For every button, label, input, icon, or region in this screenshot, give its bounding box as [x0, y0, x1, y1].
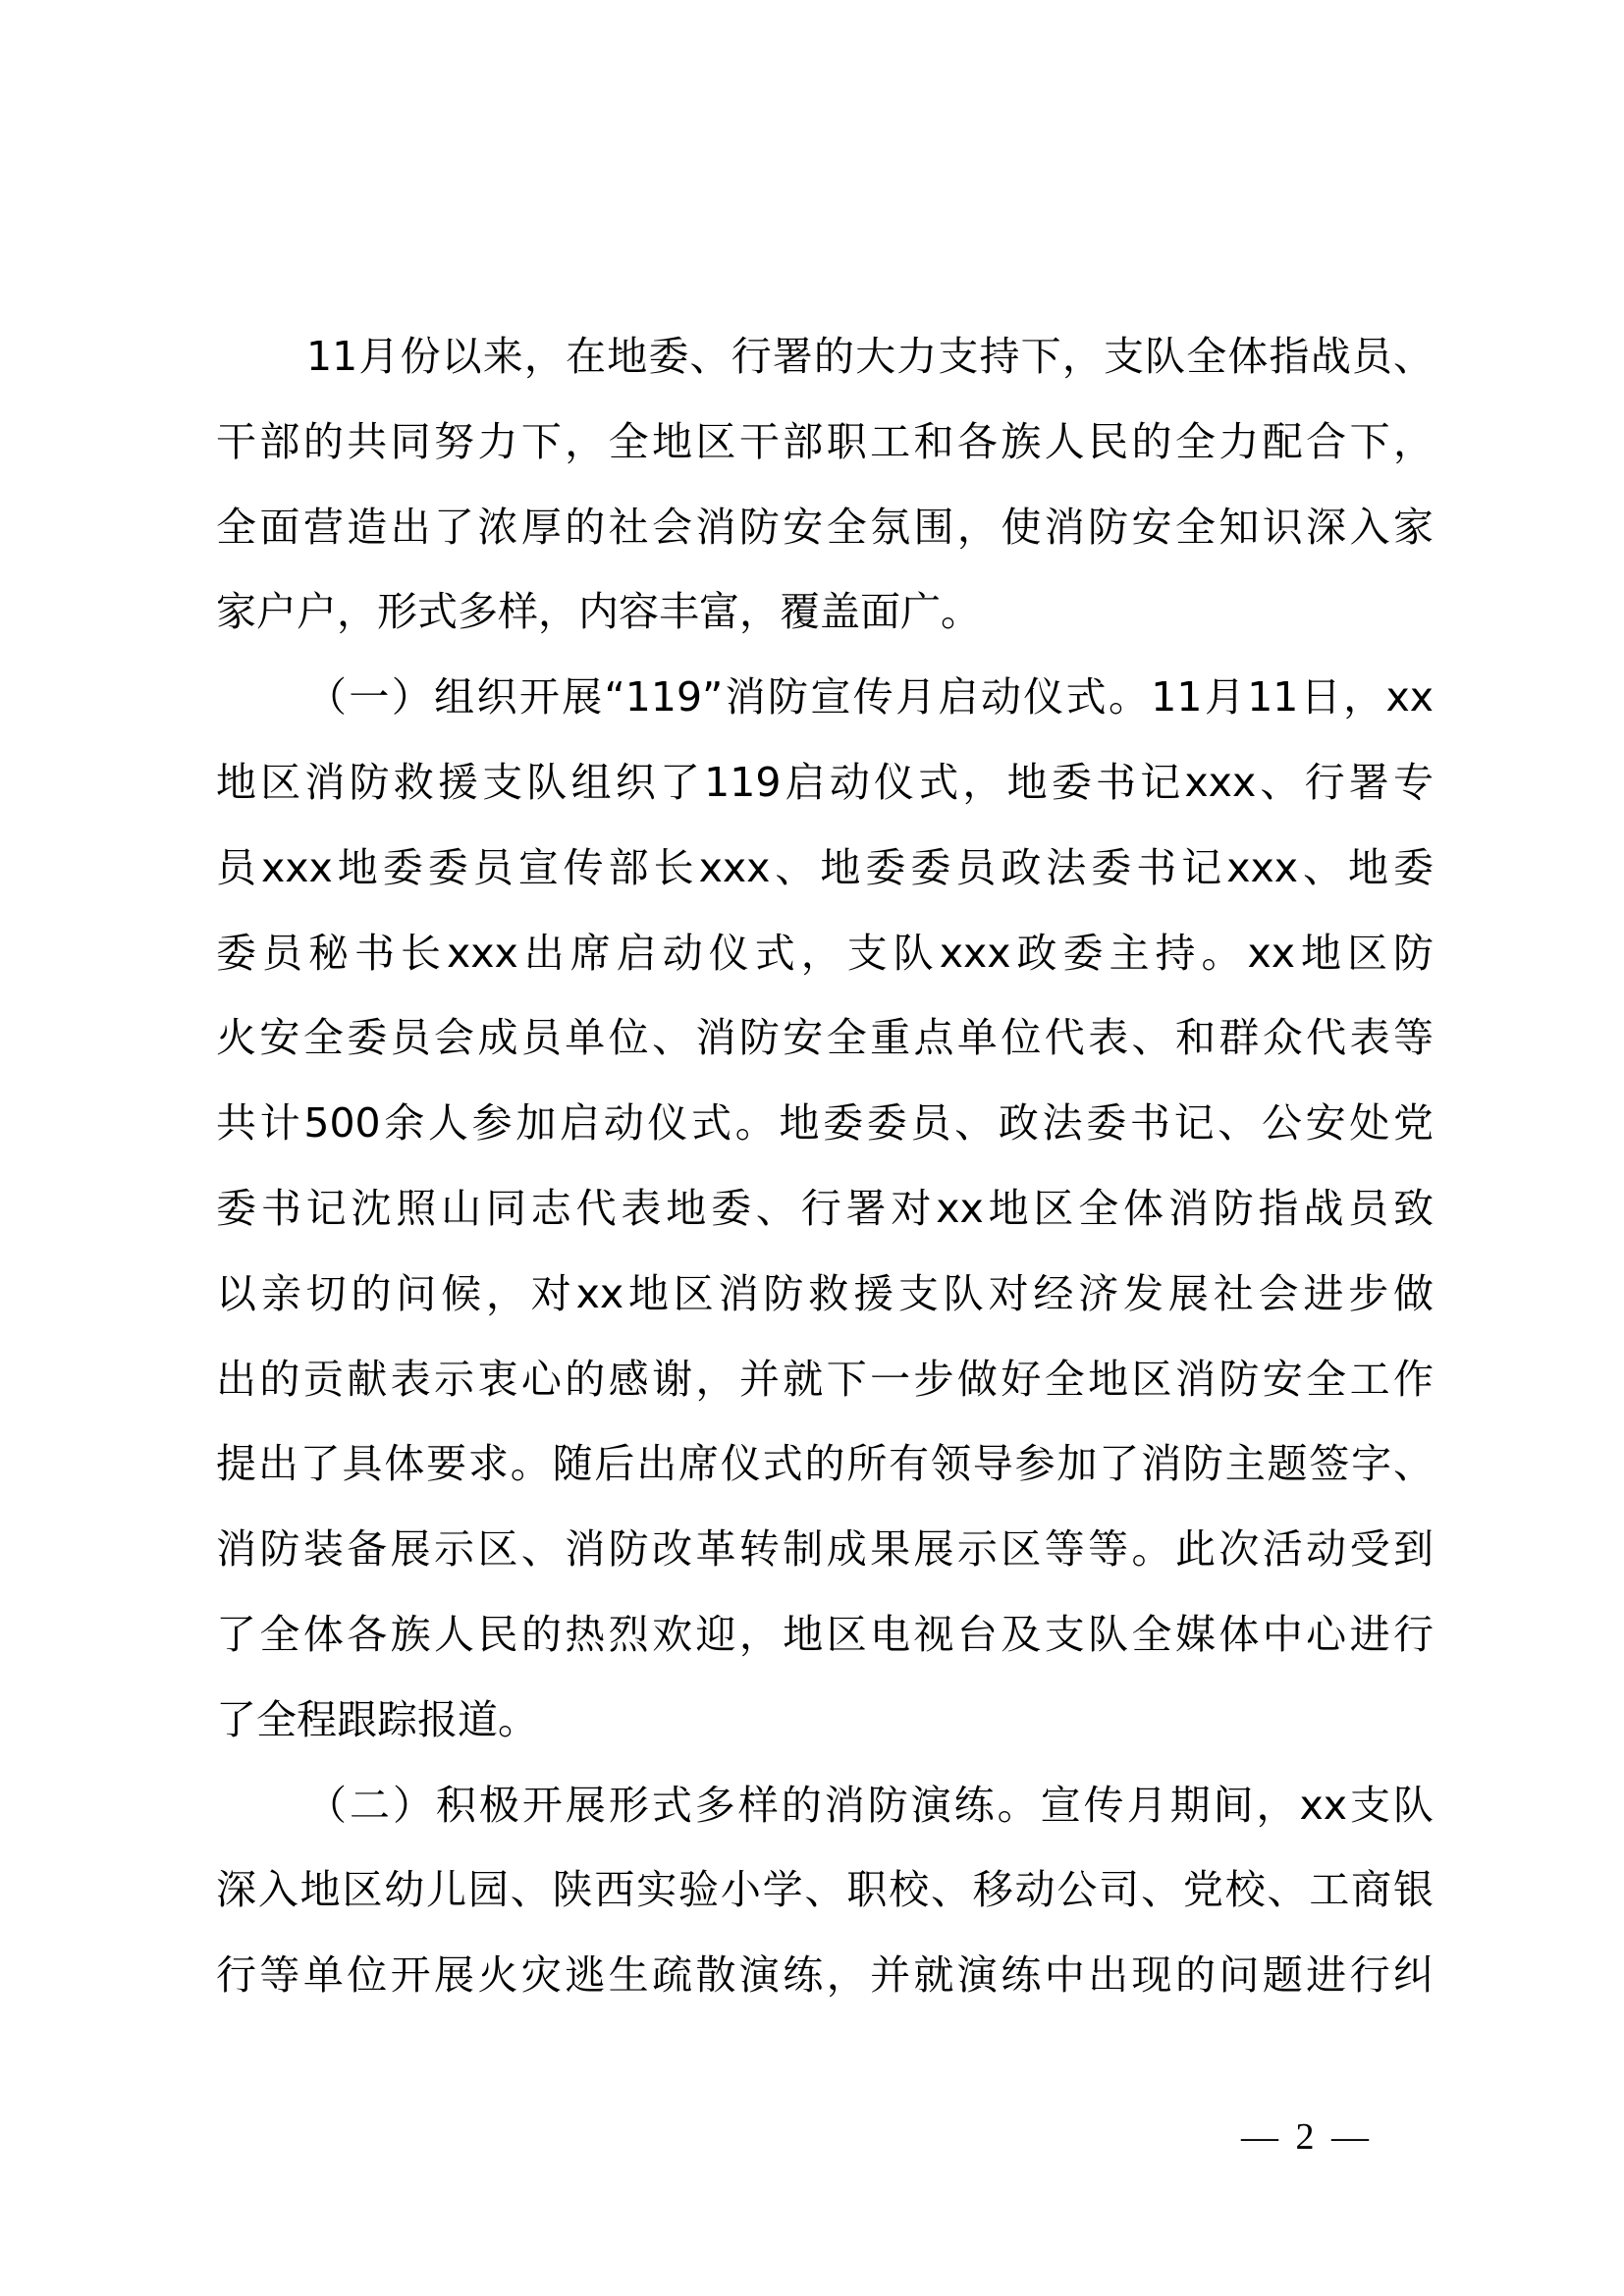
text-line: 家户户，形式多样，内容丰富，覆盖面广。	[216, 588, 981, 636]
page-number: — 2 —	[1241, 2116, 1373, 2158]
text-line: 提出了具体要求。随后出席仪式的所有领导参加了消防主题签字、	[216, 1440, 1434, 1488]
text-line: 委员秘书长xxx出席启动仪式，支队xxx政委主持。xx地区防	[216, 929, 1434, 977]
text-line: 出的贡献表示衷心的感谢，并就下一步做好全地区消防安全工作	[216, 1355, 1434, 1403]
text-line: 共计500余人参加启动仪式。地委委员、政法委书记、公安处党	[216, 1099, 1434, 1148]
text-line: 11月份以来，在地委、行署的大力支持下，支队全体指战员、	[306, 333, 1434, 380]
text-line: 行等单位开展火灾逃生疏散演练，并就演练中出现的问题进行纠	[216, 1951, 1434, 2000]
document-body	[216, 314, 1434, 2018]
text-line: （二）积极开展形式多样的消防演练。宣传月期间，xx支队	[306, 1781, 1434, 1829]
text-line: 了全程跟踪报道。	[216, 1695, 538, 1743]
text-line: 干部的共同努力下，全地区干部职工和各族人民的全力配合下，	[216, 417, 1434, 465]
text-line: 深入地区幼儿园、陕西实验小学、职校、移动公司、党校、工商银	[216, 1866, 1434, 1914]
text-line: 火安全委员会成员单位、消防安全重点单位代表、和群众代表等	[216, 1014, 1434, 1062]
text-line: 员xxx地委委员宣传部长xxx、地委委员政法委书记xxx、地委	[216, 843, 1434, 891]
text-line: 地区消防救援支队组织了119启动仪式，地委书记xxx、行署专	[216, 758, 1434, 806]
text-line: 消防装备展示区、消防改革转制成果展示区等等。此次活动受到	[216, 1525, 1434, 1574]
text-line: （一）组织开展“119”消防宣传月启动仪式。11月11日，xx	[306, 673, 1434, 721]
text-line: 了全体各族人民的热烈欢迎，地区电视台及支队全媒体中心进行	[216, 1610, 1434, 1658]
text-line: 全面营造出了浓厚的社会消防安全氛围，使消防安全知识深入家	[216, 503, 1434, 551]
text-line: 以亲切的问候，对xx地区消防救援支队对经济发展社会进步做	[216, 1269, 1434, 1317]
text-line: 委书记沈照山同志代表地委、行署对xx地区全体消防指战员致	[216, 1184, 1434, 1232]
